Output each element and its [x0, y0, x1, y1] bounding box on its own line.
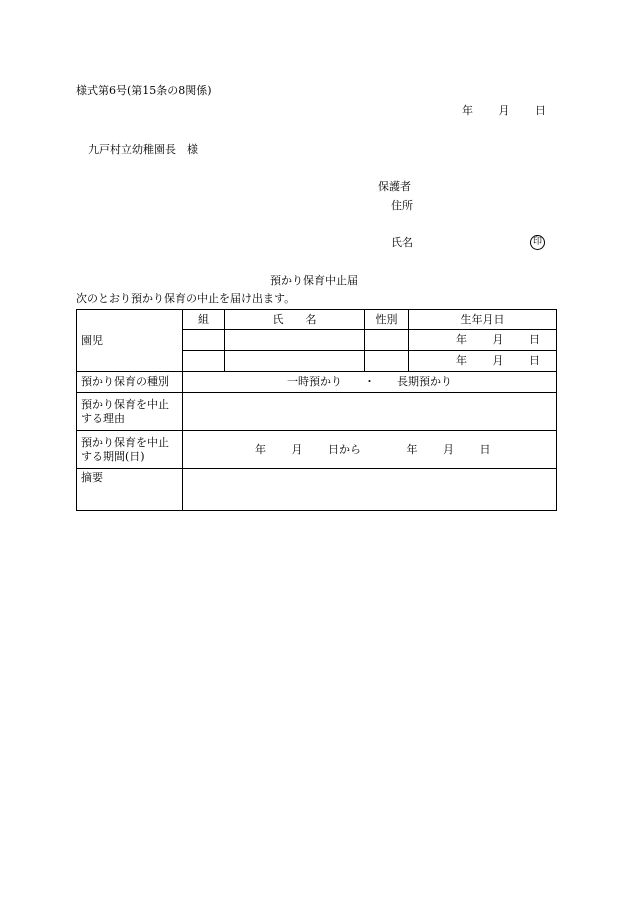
remarks-cell[interactable] [183, 469, 557, 511]
class-cell[interactable] [183, 351, 225, 372]
name-cell[interactable] [225, 330, 365, 351]
birth-year: 年 [456, 333, 467, 346]
period-year-2: 年 [406, 442, 418, 456]
seal-mark: 印 [530, 235, 545, 250]
reason-cell[interactable] [183, 393, 557, 431]
class-cell[interactable] [183, 330, 225, 351]
birth-cell[interactable] [409, 351, 557, 372]
birth-cell[interactable] [409, 330, 557, 351]
period-month-2: 月 [443, 442, 454, 456]
period-year-1: 年 [255, 442, 266, 456]
birth-month: 月 [492, 333, 504, 346]
gender-cell[interactable] [365, 351, 409, 372]
form-number: 様式第6号(第15条の8関係) [76, 84, 212, 97]
col-class: 組 [183, 310, 225, 330]
date-day: 日 [535, 104, 546, 117]
remarks-label: 摘要 [77, 469, 183, 511]
date-year: 年 [462, 104, 473, 117]
date-month: 月 [498, 104, 510, 117]
period-day-2: 日 [479, 442, 491, 456]
period-from: 日から [328, 442, 361, 456]
guardian-label: 保護者 [378, 180, 411, 193]
birth-day: 日 [529, 354, 540, 367]
name-label: 氏名 [391, 236, 413, 249]
document-title: 預かり保育中止届 [270, 274, 358, 287]
period-label: 預かり保育を中止する期間(日) [77, 431, 183, 469]
birth-month: 月 [492, 354, 504, 367]
col-name: 氏 名 [225, 310, 365, 330]
form-table [76, 309, 557, 511]
gender-cell[interactable] [365, 330, 409, 351]
birth-year: 年 [456, 354, 467, 367]
child-label: 園児 [77, 310, 183, 372]
period-cell[interactable] [183, 431, 557, 469]
address-label: 住所 [391, 199, 413, 212]
submission-date [462, 104, 546, 118]
period-month-1: 月 [291, 442, 303, 456]
col-gender: 性別 [365, 310, 409, 330]
name-cell[interactable] [225, 351, 365, 372]
type-label: 預かり保育の種別 [77, 372, 183, 393]
reason-label: 預かり保育を中止する理由 [77, 393, 183, 431]
col-birth: 生年月日 [409, 310, 557, 330]
type-value[interactable]: 一時預かり ・ 長期預かり [183, 372, 557, 393]
addressee: 九戸村立幼稚園長 様 [88, 143, 198, 156]
birth-day: 日 [529, 333, 540, 346]
document-intro: 次のとおり預かり保育の中止を届け出ます。 [76, 292, 296, 305]
